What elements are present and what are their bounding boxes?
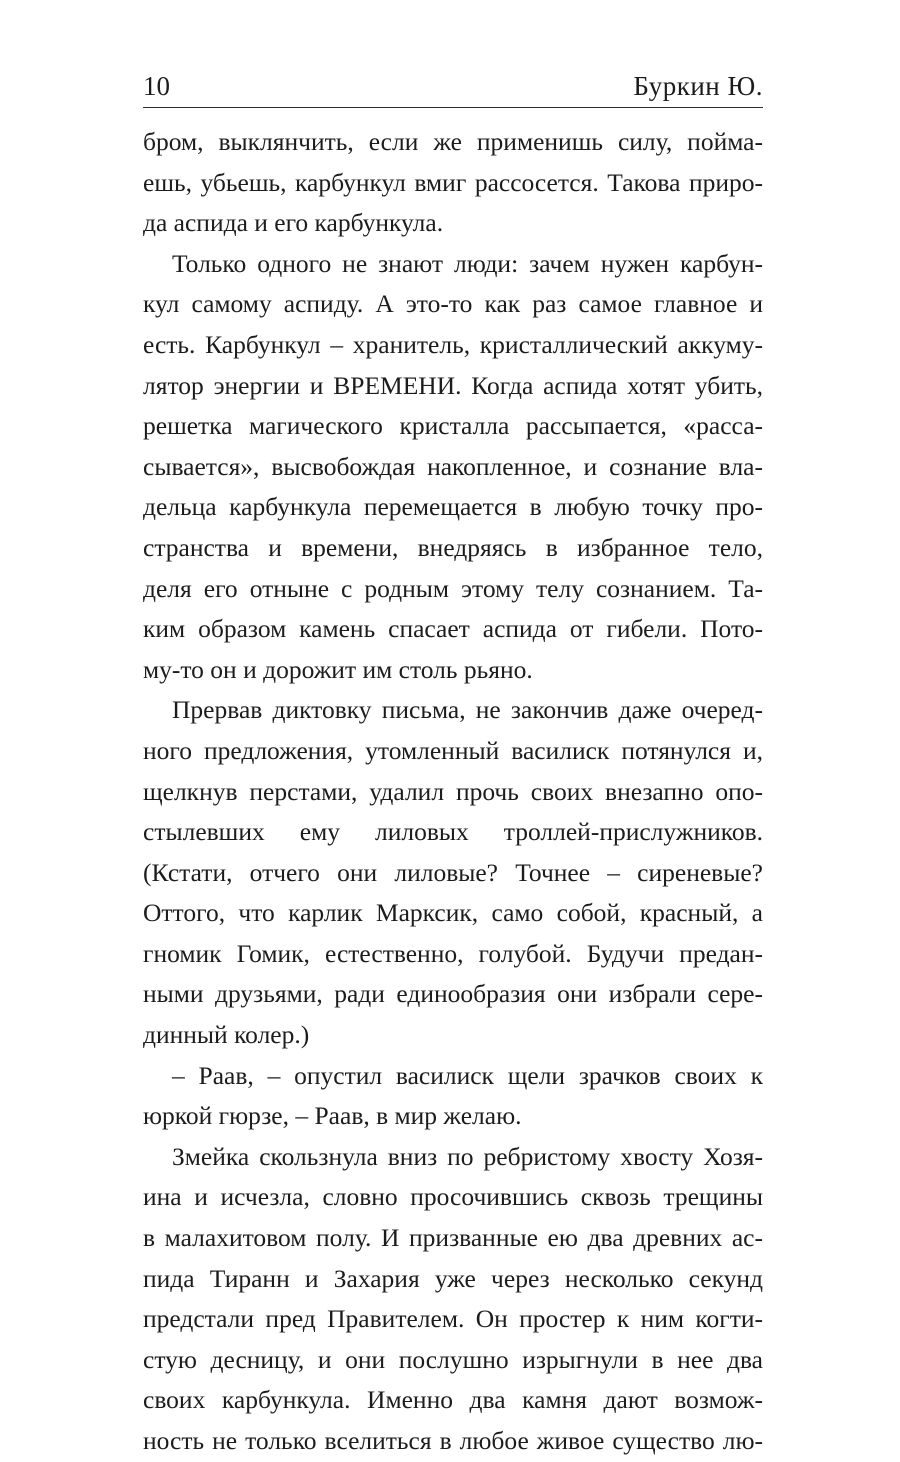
text-line: странства и времени, внедряясь в избранное тело, [143, 532, 763, 562]
text-line: решетка магического кристалла рассыпается, «расса- [143, 411, 763, 441]
text-line: гномик Гомик, естественно, голубой. Будучи предан- [143, 938, 763, 968]
text-line: стылевших ему лиловых троллей-прислужников. [143, 817, 763, 847]
text-line: динный колер.) [143, 1020, 310, 1050]
running-head [143, 64, 763, 104]
text-line: ного предложения, утомленный василиск потянулся и, [143, 735, 763, 765]
text-line: кул самому аспиду. А это-то как раз самое главное и [143, 289, 763, 319]
text-line: ность не только вселиться в любое живое существо лю- [143, 1426, 763, 1455]
text-line: в малахитовом полу. И призванные ею два древних ас- [143, 1223, 763, 1253]
running-head-author: Буркин Ю. [633, 71, 763, 101]
text-line: бром, выклянчить, если же применишь силу, пойма- [143, 127, 763, 156]
text-line: Оттого, что карлик Марксик, само собой, красный, а [143, 898, 763, 928]
text-line: щелкнув перстами, удалил прочь своих внезапно опо- [143, 776, 763, 806]
text-line: му-то он и дорожит им столь рьяно. [143, 654, 533, 684]
text-line: ешь, убьешь, карбункул вмиг рассосется. Такова приро- [143, 167, 763, 197]
page-number: 10 [143, 71, 170, 101]
body-text [143, 122, 763, 1462]
text-line: стую десницу, и они послушно изрыгнули в нее два [143, 1344, 763, 1374]
text-line: ина и исчезла, словно просочившись сквозь трещины [143, 1182, 763, 1212]
text-line: да аспида и его карбункула. [143, 208, 444, 238]
text-line: дельца карбункула перемещается в любую точку про- [143, 492, 763, 522]
header-rule [143, 107, 763, 108]
text-line: (Кстати, отчего они лиловые? Точнее – сиреневые? [143, 857, 763, 887]
text-line: – Раав, – опустил василиск щели зрачков своих к [172, 1060, 763, 1090]
text-line: пида Тиранн и Захария уже через несколько секунд [143, 1263, 763, 1293]
text-line: есть. Карбункул – хранитель, кристаллический аккуму- [143, 329, 763, 359]
text-line: Прервав диктовку письма, не закончив даже очеред- [172, 695, 763, 725]
text-line: лятор энергии и ВРЕМЕНИ. Когда аспида хотят убить, [143, 370, 763, 400]
text-line: юркой гюрзе, – Раав, в мир желаю. [143, 1101, 522, 1131]
text-line: сывается», высвобождая накопленное, и сознание вла- [143, 451, 763, 481]
text-line: ными друзьями, ради единообразия они избрали сере- [143, 979, 763, 1009]
text-line: Змейка скользнула вниз по ребристому хвосту Хозя- [172, 1141, 763, 1171]
text-line: Только одного не знают люди: зачем нужен карбун- [172, 248, 763, 278]
text-line: деля его отныне с родным этому телу сознанием. Та- [143, 573, 763, 603]
text-line: своих карбункула. Именно два камня дают возмож- [143, 1385, 763, 1415]
text-line: предстали пред Правителем. Он простер к ним когти- [143, 1304, 763, 1334]
text-line: ким образом камень спасает аспида от гибели. Пото- [143, 614, 763, 644]
